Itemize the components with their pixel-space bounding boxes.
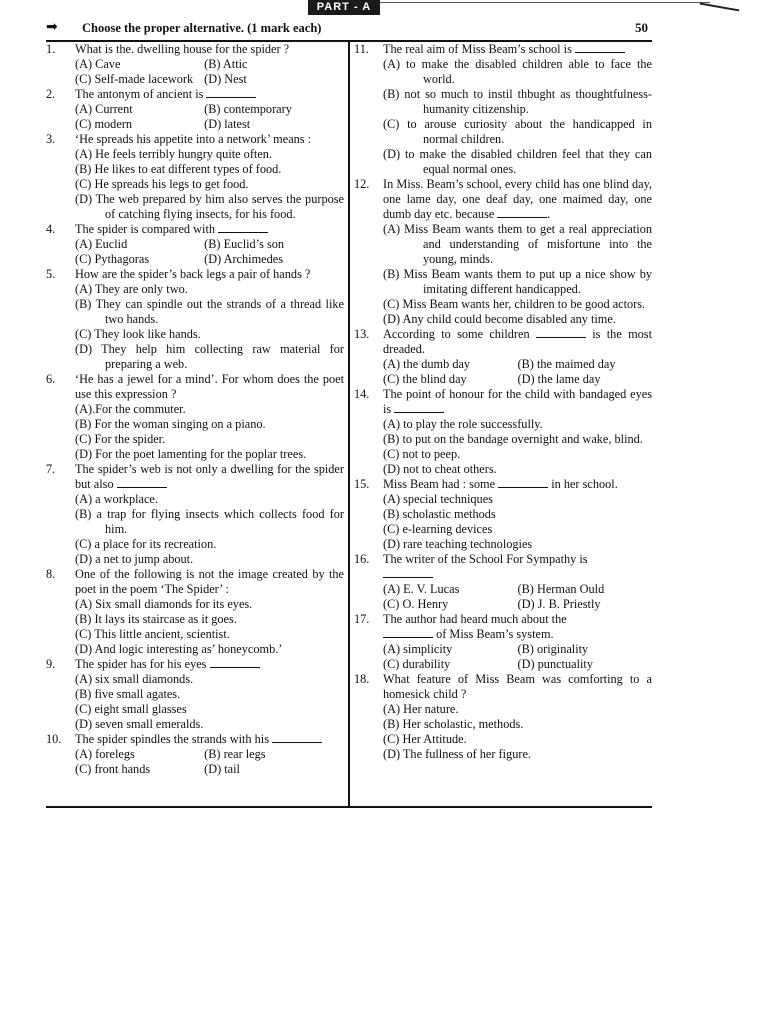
answer-blank <box>575 42 625 53</box>
question-text: ‘He spreads his appetite into a network’ means : <box>75 132 312 146</box>
option-d: (D) tail <box>204 762 240 776</box>
option-d: (D) The fullness of her figure. <box>383 747 531 761</box>
option-c: (C) This little ancient, scientist. <box>75 627 230 641</box>
option-d: (D) the lame day <box>517 372 601 386</box>
question-number: 14. <box>354 387 370 401</box>
option-d: (D) rare teaching technologies <box>383 537 533 551</box>
question-17 <box>354 612 652 672</box>
option-d: (D) Archimedes <box>204 252 283 266</box>
question-text-start: According to some children <box>383 327 530 341</box>
answer-blank <box>497 207 547 218</box>
question-text: The real aim of Miss Beam’s school is <box>383 42 572 56</box>
options <box>75 747 344 777</box>
answer-blank <box>536 327 586 338</box>
answer-blank <box>498 477 548 488</box>
left-column <box>46 42 344 777</box>
option-b: (B) He likes to eat different types of food. <box>75 162 282 176</box>
question-text: How are the spider’s back legs a pair of hands ? <box>75 267 311 281</box>
answer-blank <box>394 402 444 413</box>
question-11 <box>354 42 652 177</box>
option-a: (A) They are only two. <box>75 282 188 296</box>
top-line <box>380 2 710 3</box>
question-9 <box>46 657 344 732</box>
option-c: (C) a place for its recreation. <box>75 537 217 551</box>
option-d: (D) They help him collecting raw material for preparing a web. <box>75 342 344 371</box>
option-c: (C) Miss Beam wants her, children to be good actors. <box>383 297 646 311</box>
option-b: (B) not so much to instil thbught as thoughtfulness-humanity citizenship. <box>383 87 652 116</box>
option-a: (A) Miss Beam wants them to get a real appreciation and understanding of misfortune into the young, minds. <box>383 222 652 266</box>
options <box>383 357 652 387</box>
question-text: The spider has for his eyes <box>75 657 207 671</box>
option-d: (D) J. B. Priestly <box>517 597 601 611</box>
option-b: (B) Attic <box>204 57 248 71</box>
options <box>383 582 652 612</box>
page-number: 50 <box>635 20 648 35</box>
option-c: (C) They look like hands. <box>75 327 201 341</box>
section-header <box>46 19 652 39</box>
column-divider <box>348 41 350 807</box>
options <box>75 237 344 267</box>
option-a: (A) E. V. Lucas <box>383 582 460 596</box>
question-text: One of the following is not the image created by the poet in the poem ‘The Spider’ : <box>75 567 344 596</box>
option-c: (C) front hands <box>75 762 151 776</box>
option-a: (A) special techniques <box>383 492 493 506</box>
option-b: (B) Euclid’s son <box>204 237 285 251</box>
option-b: (B) to put on the bandage overnight and wake, blind. <box>383 432 643 446</box>
option-d: (D) The web prepared by him also serves the purpose of catching flying insects, for his food. <box>75 192 344 221</box>
option-c: (C) For the spider. <box>75 432 166 446</box>
option-c: (C) eight small glasses <box>75 702 187 716</box>
question-number: 15. <box>354 477 370 491</box>
option-b: (B) rear legs <box>204 747 266 761</box>
question-number: 17. <box>354 612 370 626</box>
option-b: (B) a trap for flying insects which collects food for him. <box>75 507 344 536</box>
question-8 <box>46 567 344 657</box>
answer-blank <box>383 627 433 638</box>
question-number: 13. <box>354 327 370 341</box>
option-a: (A) Current <box>75 102 133 116</box>
question-7 <box>46 462 344 567</box>
question-number: 11. <box>354 42 369 56</box>
right-column <box>354 42 652 762</box>
option-d: (D) Any child could become disabled any time. <box>383 312 616 326</box>
question-4 <box>46 222 344 267</box>
option-c: (C) O. Henry <box>383 597 449 611</box>
question-text: The spider is compared with <box>75 222 216 236</box>
question-number: 1. <box>46 42 56 56</box>
option-d: (D) not to cheat others. <box>383 462 497 476</box>
question-number: 3. <box>46 132 56 146</box>
option-a: (A) Her nature. <box>383 702 459 716</box>
question-14 <box>354 387 652 477</box>
answer-blank <box>272 732 322 743</box>
question-13 <box>354 327 652 387</box>
answer-blank <box>210 657 260 668</box>
option-a: (A) a workplace. <box>75 492 158 506</box>
option-d: (D) a net to jump about. <box>75 552 194 566</box>
page-corner-mark <box>700 0 741 11</box>
question-text-end: of Miss Beam’s system. <box>436 627 554 641</box>
option-c: (C) Self-made lacework <box>75 72 194 86</box>
question-10 <box>46 732 344 777</box>
question-text: In Miss. Beam’s school, every child has one blind day, one lame day, one deaf day, one maimed day, one dumb day etc. because <box>383 177 652 221</box>
option-b: (B) originality <box>517 642 589 656</box>
part-a-tab: PART - A <box>308 0 380 15</box>
question-text: The spider’s web is not only a dwelling for the spider but also <box>75 462 344 491</box>
question-text-start: Miss Beam had : some <box>383 477 496 491</box>
option-b: (B) It lays its staircase as it goes. <box>75 612 237 626</box>
question-16 <box>354 552 652 612</box>
option-c: (C) durability <box>383 657 451 671</box>
option-a: (A) He feels terribly hungry quite often. <box>75 147 273 161</box>
option-c: (C) Pythagoras <box>75 252 150 266</box>
answer-blank <box>383 567 433 578</box>
option-a: (A) to make the disabled children able to face the world. <box>383 57 652 86</box>
option-d: (D) punctuality <box>517 657 593 671</box>
question-number: 7. <box>46 462 56 476</box>
options <box>383 642 652 672</box>
question-text-start: The author had heard much about the <box>383 612 567 626</box>
option-d: (D) Nest <box>204 72 247 86</box>
question-18 <box>354 672 652 762</box>
question-number: 5. <box>46 267 56 281</box>
option-c: (C) He spreads his legs to get food. <box>75 177 249 191</box>
option-d: (D) And logic interesting as’ honeycomb.’ <box>75 642 283 656</box>
option-c: (C) modern <box>75 117 133 131</box>
question-text: The antonym of ancient is <box>75 87 204 101</box>
option-a: (A) six small diamonds. <box>75 672 194 686</box>
option-a: (A) Cave <box>75 57 121 71</box>
question-number: 4. <box>46 222 56 236</box>
question-text-end: in her school. <box>551 477 618 491</box>
question-number: 12. <box>354 177 370 191</box>
question-12: 12. In Miss. Beam’s school, every child has one blind day, one lame day, one deaf day, one maimed day, one dumb day etc. because . (A) Miss Beam wants them to get a real appreciation and understanding of misfortune into the young, minds. (B) Miss Beam wants them to put up a nice show by imitating different handicapped. (C) Miss Beam wants her, children to be good actors. (D) Any child could become disabled any time. <box>354 177 652 326</box>
question-text: The spider spindles the strands with his <box>75 732 269 746</box>
question-text: The writer of the School For Sympathy is <box>383 552 588 566</box>
section-title: Choose the proper alternative. (1 mark each) <box>82 21 322 35</box>
question-text: What is the. dwelling house for the spider ? <box>75 42 290 56</box>
option-a: (A) to play the role successfully. <box>383 417 543 431</box>
option-c: (C) not to peep. <box>383 447 461 461</box>
question-number: 8. <box>46 567 56 581</box>
question-1 <box>46 42 344 87</box>
question-text-end: is the most dreaded. <box>383 327 652 356</box>
option-b: (B) Miss Beam wants them to put up a nice show by imitating different handicapped. <box>383 267 652 296</box>
option-d: (D) For the poet lamenting for the poplar trees. <box>75 447 307 461</box>
option-a: (A) Euclid <box>75 237 128 251</box>
question-15 <box>354 477 652 552</box>
option-c: (C) to arouse curiosity about the handicapped in normal children. <box>383 117 652 146</box>
question-number: 9. <box>46 657 56 671</box>
question-text: What feature of Miss Beam was comforting to a homesick child ? <box>383 672 652 701</box>
bottom-rule <box>46 806 652 808</box>
option-a: (A) simplicity <box>383 642 453 656</box>
option-b: (B) five small agates. <box>75 687 181 701</box>
question-number: 10. <box>46 732 62 746</box>
option-b: (B) Herman Ould <box>517 582 605 596</box>
option-a: (A).For the commuter. <box>75 402 186 416</box>
question-5 <box>46 267 344 372</box>
option-b: (B) contemporary <box>204 102 292 116</box>
question-text: The point of honour for the child with bandaged eyes is <box>383 387 652 416</box>
option-a: (A) the dumb day <box>383 357 471 371</box>
question-number: 2. <box>46 87 56 101</box>
option-c: (C) e-learning devices <box>383 522 493 536</box>
option-b: (B) scholastic methods <box>383 507 496 521</box>
option-d: (D) seven small emeralds. <box>75 717 204 731</box>
option-b: (B) For the woman singing on a piano. <box>75 417 266 431</box>
option-d: (D) to make the disabled children feel that they can equal normal ones. <box>383 147 652 176</box>
question-6 <box>46 372 344 462</box>
options <box>75 57 344 87</box>
question-number: 16. <box>354 552 370 566</box>
question-text: ‘He has a jewel for a mind’. For whom does the poet use this expression ? <box>75 372 344 401</box>
answer-blank <box>206 87 256 98</box>
option-b: (B) They can spindle out the strands of a thread like two hands. <box>75 297 344 326</box>
arrow-icon: ➡ <box>46 19 58 35</box>
option-b: (B) Her scholastic, methods. <box>383 717 524 731</box>
option-b: (B) the maimed day <box>517 357 616 371</box>
option-c: (C) Her Attitude. <box>383 732 467 746</box>
question-number: 6. <box>46 372 56 386</box>
answer-blank <box>117 477 167 488</box>
question-number: 18. <box>354 672 370 686</box>
option-c: (C) the blind day <box>383 372 467 386</box>
answer-blank <box>218 222 268 233</box>
question-3 <box>46 132 344 222</box>
question-2 <box>46 87 344 132</box>
option-a: (A) Six small diamonds for its eyes. <box>75 597 253 611</box>
options <box>75 102 344 132</box>
option-a: (A) forelegs <box>75 747 135 761</box>
option-d: (D) latest <box>204 117 251 131</box>
